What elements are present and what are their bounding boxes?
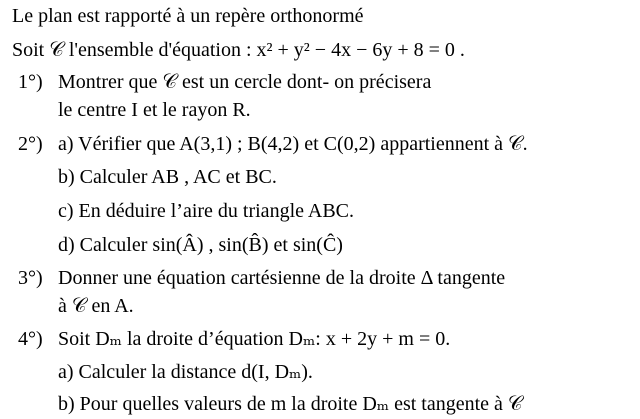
intro-line bbox=[12, 4, 364, 28]
question-text: c) En déduire l’aire du triangle ABC. bbox=[58, 200, 355, 222]
equation-line bbox=[12, 38, 465, 62]
intro-text: Le plan est rapporté à un repère orthonormé bbox=[12, 5, 364, 27]
question-3 bbox=[18, 266, 505, 290]
question-2d bbox=[58, 233, 343, 257]
equation-text: Soit 𝒞 l'ensemble d'équation : x² + y² − 4x − 6y + 8 = 0 . bbox=[12, 39, 465, 61]
question-text: Soit Dₘ la droite d’équation Dₘ: x + 2y + m = 0. bbox=[58, 328, 451, 350]
question-1-continued bbox=[58, 98, 251, 122]
question-text: a) Calculer la distance d(I, Dₘ). bbox=[58, 361, 313, 383]
question-text: Donner une équation cartésienne de la droite Δ tangente bbox=[58, 267, 506, 289]
question-number: 1°) bbox=[18, 71, 43, 93]
question-2c bbox=[58, 199, 354, 223]
question-text: le centre I et le rayon R. bbox=[58, 99, 251, 121]
question-number: 2°) bbox=[18, 133, 43, 155]
question-text: b) Calculer AB , AC et BC. bbox=[58, 166, 277, 188]
question-text: a) Vérifier que A(3,1) ; B(4,2) et C(0,2) appartiennent à 𝒞. bbox=[58, 133, 528, 155]
question-4a bbox=[58, 360, 313, 384]
question-number: 4°) bbox=[18, 328, 43, 350]
question-2b bbox=[58, 165, 277, 189]
question-2a bbox=[18, 132, 528, 156]
question-1 bbox=[18, 70, 431, 94]
question-4b bbox=[58, 392, 523, 416]
question-text: Montrer que 𝒞 est un cercle dont- on précisera bbox=[58, 71, 432, 93]
question-number: 3°) bbox=[18, 267, 43, 289]
question-text: à 𝒞 en A. bbox=[58, 295, 134, 317]
question-text: b) Pour quelles valeurs de m la droite Dₘ est tangente à 𝒞 bbox=[58, 393, 523, 415]
question-4 bbox=[18, 327, 450, 351]
question-text: d) Calculer sin(Â) , sin(B̂) et sin(Ĉ) bbox=[58, 234, 343, 256]
question-3-continued bbox=[58, 294, 134, 318]
